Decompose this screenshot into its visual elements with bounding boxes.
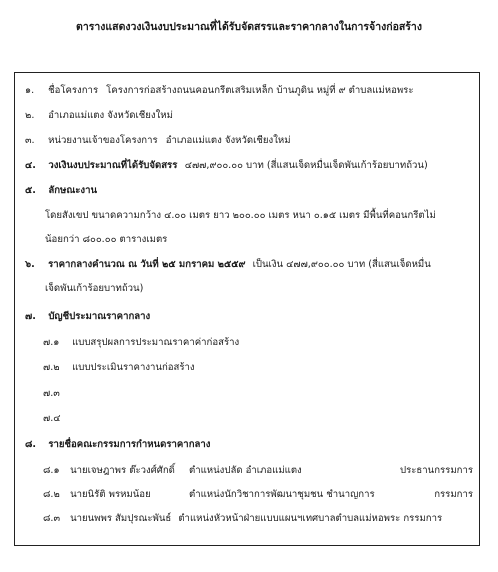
member-3-role: กรรมการ [403,513,443,524]
item-4-label: วงเงินงบประมาณที่ได้รับจัดสรร [48,160,178,171]
item-8-heading [25,437,210,452]
item-7-4 [43,411,61,426]
item-6-text: เป็นเงิน ๔๗๗,๙๐๐.๐๐ บาท (สี่แสนเจ็ดหมื่น [252,259,431,270]
item-2-text: อำเภอแม่แตง จังหวัดเชียงใหม่ [48,110,173,121]
item-7-2-number: ๗.๒ [43,362,60,373]
item-6-line-2: เจ็ดพันเก้าร้อยบาทถ้วน) [45,283,144,294]
member-2-role: กรรมการ [434,489,473,500]
item-3 [25,133,291,148]
committee-member-2 [43,487,473,502]
member-2-position: ตำแหน่งนักวิชาการพัฒนาชุมชน ชำนาญการ [189,489,375,500]
item-7-label: บัญชีประมาณราคากลาง [48,311,151,322]
item-8-label: รายชื่อคณะกรรมการกำหนดราคากลาง [48,439,211,450]
item-1-text: โครงการก่อสร้างถนนคอนกรีตเสริมเหล็ก บ้านภูดิน หมู่ที่ ๙ ตำบลแม่หอพระ [106,85,414,96]
item-5-label: ลักษณะงาน [48,185,98,196]
member-2-number: ๘.๒ [43,489,60,500]
member-2-name: นายนิรัติ พรหมน้อย [70,489,151,500]
committee-member-1 [43,463,473,478]
item-2 [25,108,173,123]
item-3-label: หน่วยงานเจ้าของโครงการ [48,135,158,146]
member-1-position: ตำแหน่งปลัด อำเภอแม่แตง [189,465,302,476]
page-title: ตารางแสดงวงเงินงบประมาณที่ได้รับจัดสรรและราคากลางในการจ้างก่อสร้าง [76,21,422,33]
item-1 [25,83,413,98]
item-7-1 [43,335,239,350]
item-7-3-number: ๗.๓ [43,388,60,399]
committee-member-3 [43,511,473,526]
member-3-number: ๘.๓ [43,513,61,524]
content-frame [14,72,480,546]
item-1-number: ๑. [25,85,35,96]
item-2-number: ๒. [25,110,35,121]
item-6-label: ราคากลางคำนวณ ณ วันที่ ๒๕ มกราคม ๒๕๕๙ [48,259,246,270]
item-6 [25,257,431,272]
member-1-number: ๘.๑ [43,465,60,476]
item-4-number: ๔. [25,160,36,171]
item-5-line-1: โดยสังเขป ขนาดความกว้าง ๔.๐๐ เมตร ยาว ๒๐๐.๐๐ เมตร หนา ๐.๑๕ เมตร มีพื้นที่คอนกรีตไม่ [45,210,436,221]
item-1-label: ชื่อโครงการ [48,85,99,96]
item-4 [25,158,428,173]
member-1-role: ประธานกรรมการ [400,465,473,476]
item-5-line-2: น้อยกว่า ๘๐๐.๐๐ ตารางเมตร [45,234,168,245]
item-4-text: ๔๗๗,๙๐๐.๐๐ บาท (สี่แสนเจ็ดหมื่นเจ็ดพันเก้าร้อยบาทถ้วน) [184,160,428,171]
item-3-text: อำเภอแม่แตง จังหวัดเชียงใหม่ [165,135,291,146]
item-7-1-number: ๗.๑ [43,337,60,348]
item-7-4-number: ๗.๔ [43,413,61,424]
item-7-2-text: แบบประเมินราคางานก่อสร้าง [72,362,195,373]
member-3-position: ตำแหน่งหัวหน้าฝ่ายแบบแผนฯเทศบาลตำบลแม่หอพระ [178,513,401,524]
item-7-heading [25,309,150,324]
item-7-1-text: แบบสรุปผลการประมาณราคาค่าก่อสร้าง [72,337,240,348]
member-3-name: นายนพพร สัมปุรณะพันธ์ [70,513,172,524]
item-6-number: ๖. [25,259,35,270]
item-5-heading [25,183,97,198]
item-3-number: ๓. [25,135,35,146]
item-7-number: ๗. [25,311,36,322]
item-8-number: ๘. [25,439,37,450]
item-5-number: ๕. [25,185,36,196]
item-7-3 [43,386,60,401]
member-1-name: นายเจษฎาพร ต๊ะวงศ์ศักดิ์ [70,465,175,476]
item-7-2 [43,360,195,375]
